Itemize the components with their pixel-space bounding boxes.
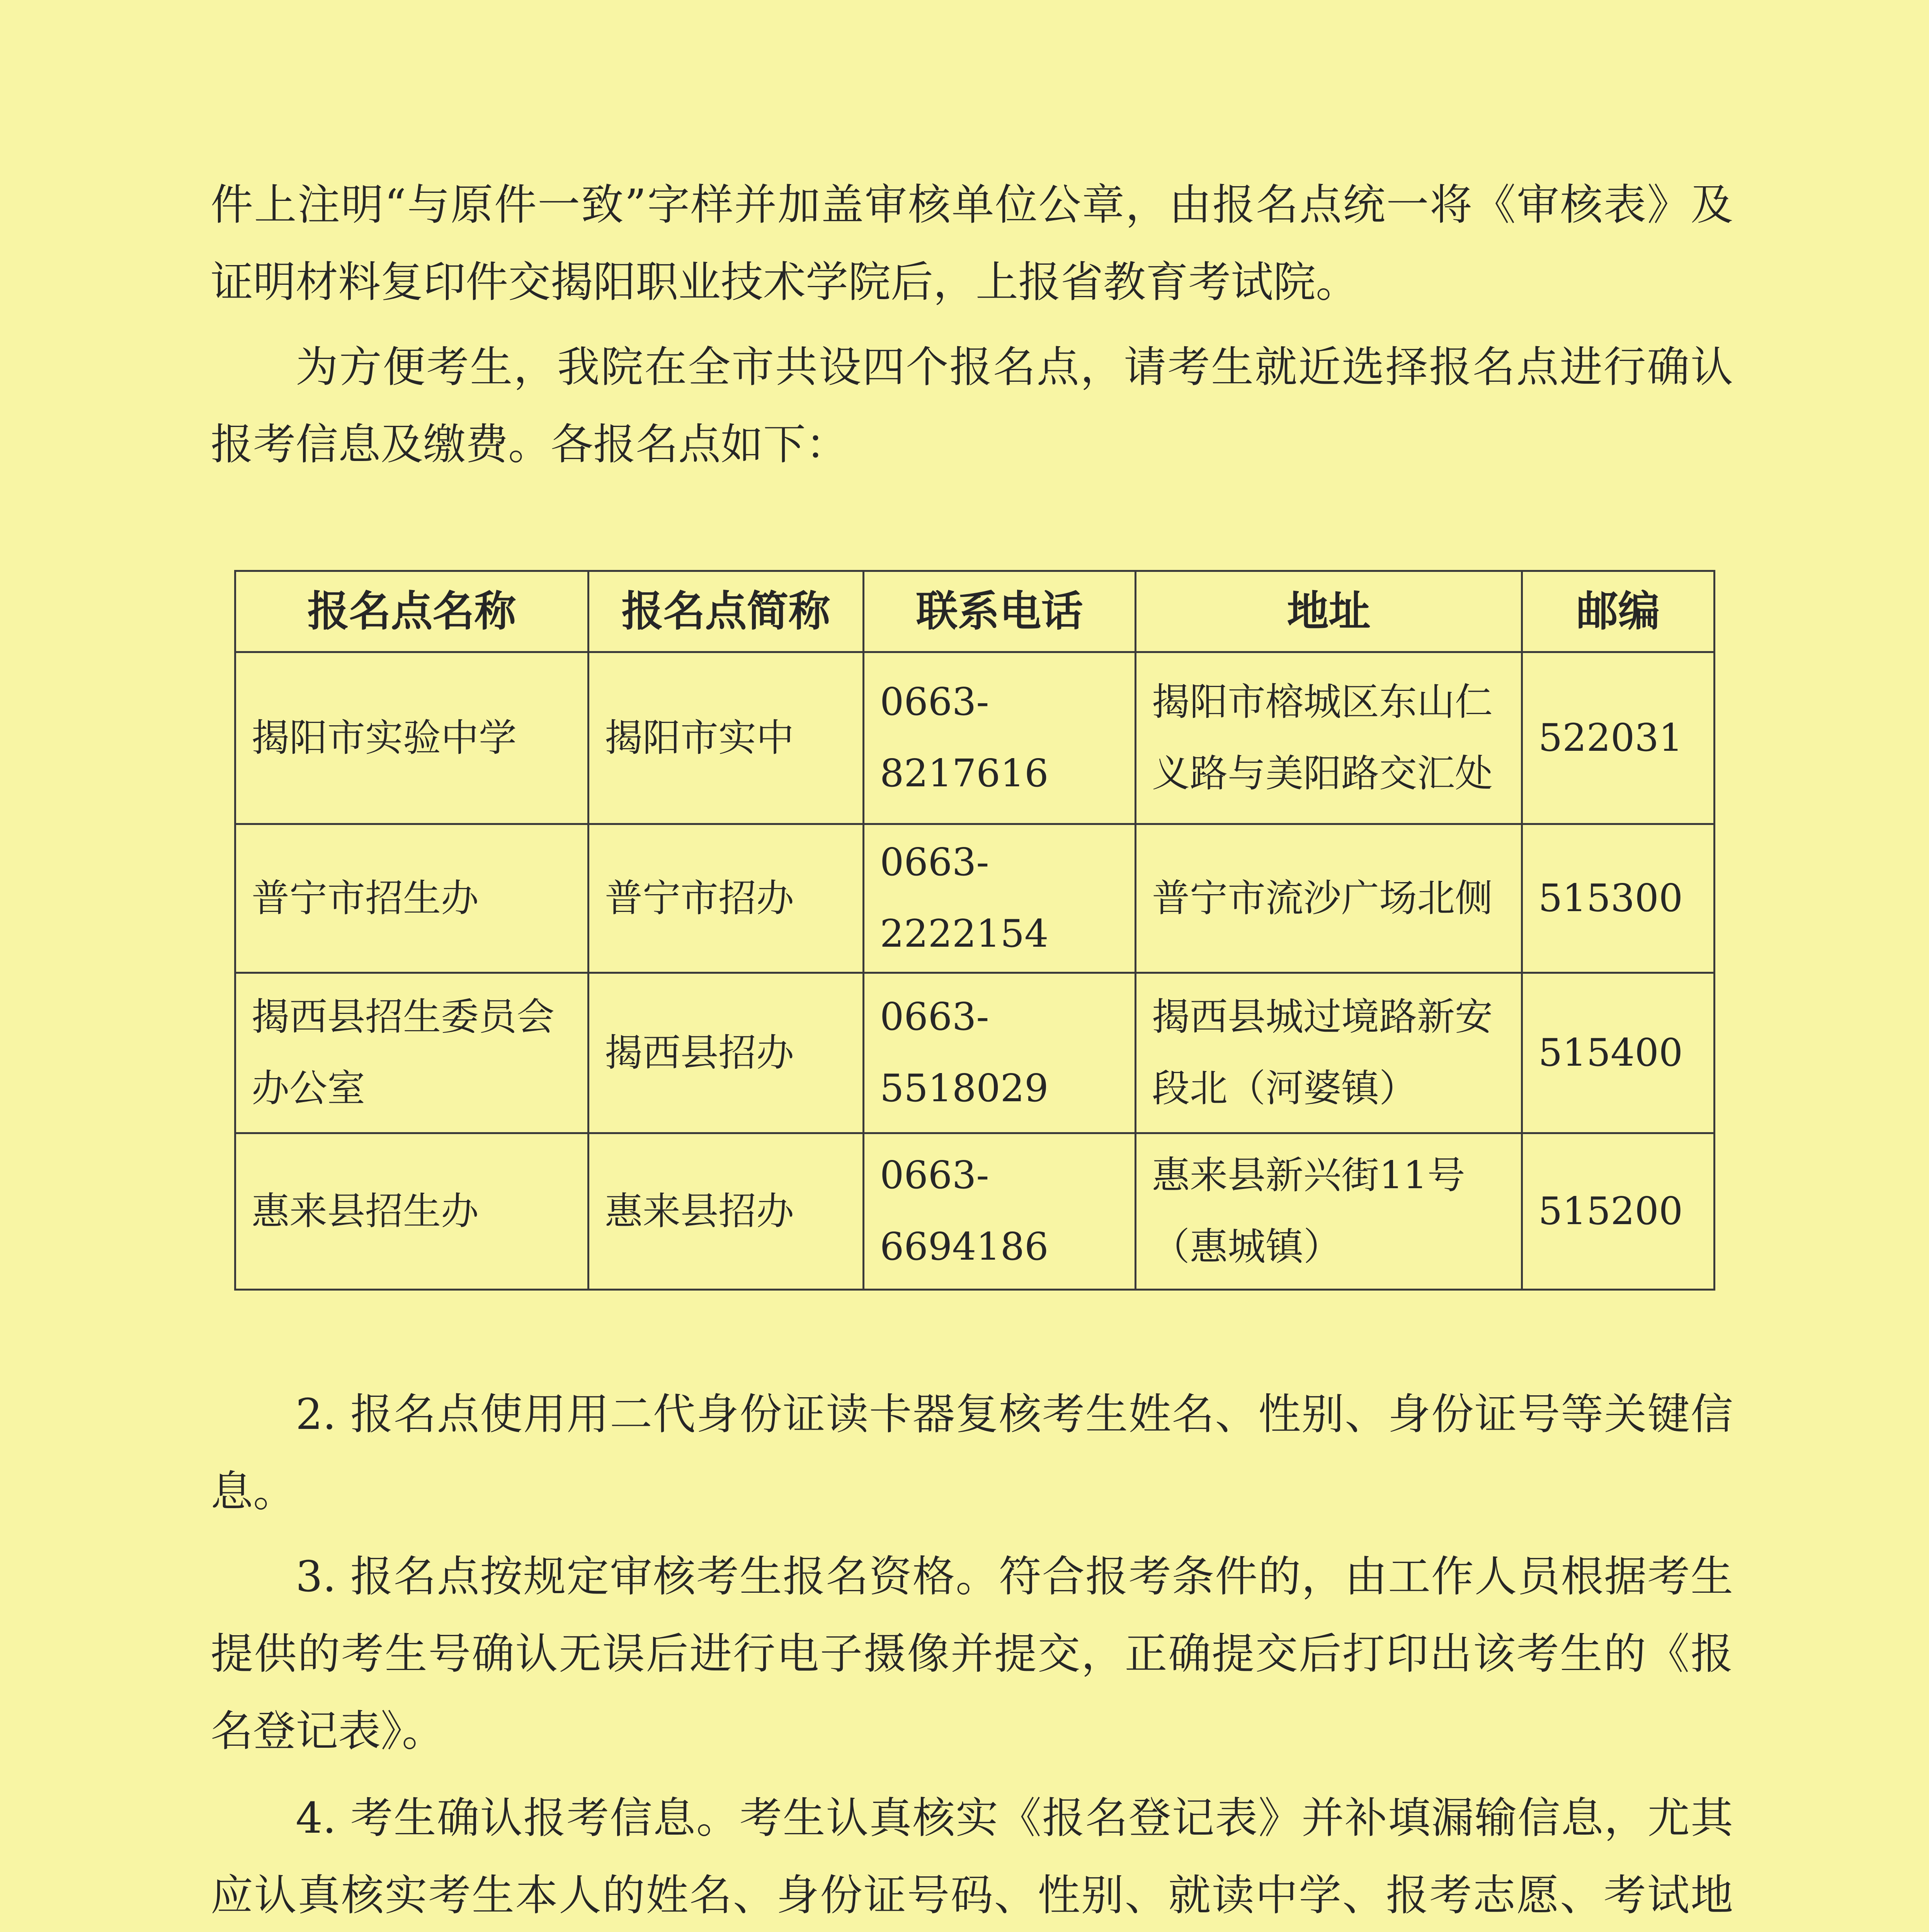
site-address: 揭阳市榕城区东山仁义路与美阳路交汇处 [1136, 652, 1522, 824]
paragraph-continuation: 件上注明“与原件一致”字样并加盖审核单位公章，由报名点统一将《审核表》及证明材料复印件交揭阳职业技术学院后，上报省教育考试院。 [211, 180, 1733, 307]
site-name: 揭阳市实验中学 [235, 652, 589, 824]
site-postcode: 515300 [1522, 824, 1715, 973]
table-row [235, 652, 1715, 824]
site-address: 揭西县城过境路新安段北（河婆镇） [1136, 973, 1522, 1133]
site-address: 惠来县新兴街11号（惠城镇） [1136, 1133, 1522, 1290]
registration-sites-table [234, 570, 1715, 1291]
header-address: 地址 [1136, 571, 1522, 652]
site-name: 揭西县招生委员会办公室 [235, 973, 589, 1133]
site-abbr: 惠来县招办 [589, 1133, 864, 1290]
header-site-abbr: 报名点简称 [589, 571, 864, 652]
paragraph-registration-sites-intro: 为方便考生，我院在全市共设四个报名点，请考生就近选择报名点进行确认报考信息及缴费。各报名点如下： [211, 342, 1733, 469]
paragraph-item-3: 3. 报名点按规定审核考生报名资格。符合报考条件的，由工作人员根据考生提供的考生号确认无误后进行电子摄像并提交，正确提交后打印出该考生的《报名登记表》。 [211, 1552, 1733, 1756]
site-name: 普宁市招生办 [235, 824, 589, 973]
table-row [235, 973, 1715, 1133]
site-postcode: 522031 [1522, 652, 1715, 824]
header-postcode: 邮编 [1522, 571, 1715, 652]
table-row [235, 824, 1715, 973]
site-address: 普宁市流沙广场北侧 [1136, 824, 1522, 973]
header-phone: 联系电话 [864, 571, 1136, 652]
site-phone: 0663-8217616 [864, 652, 1136, 824]
paragraph-item-2: 2. 报名点使用用二代身份证读卡器复核考生姓名、性别、身份证号等关键信息。 [211, 1389, 1733, 1516]
site-abbr: 揭阳市实中 [589, 652, 864, 824]
site-abbr: 揭西县招办 [589, 973, 864, 1133]
table-header-row [235, 571, 1715, 652]
site-postcode: 515400 [1522, 973, 1715, 1133]
paragraph-item-4: 4. 考生确认报考信息。考生认真核实《报名登记表》并补填漏输信息，尤其应认真核实考生本人的姓名、身份证号码、性别、就读中学、报考志愿、考试地 [211, 1793, 1733, 1920]
site-name: 惠来县招生办 [235, 1133, 589, 1290]
table-row [235, 1133, 1715, 1290]
header-site-name: 报名点名称 [235, 571, 589, 652]
site-phone: 0663-6694186 [864, 1133, 1136, 1290]
site-phone: 0663-2222154 [864, 824, 1136, 973]
site-phone: 0663-5518029 [864, 973, 1136, 1133]
site-abbr: 普宁市招办 [589, 824, 864, 973]
site-postcode: 515200 [1522, 1133, 1715, 1290]
